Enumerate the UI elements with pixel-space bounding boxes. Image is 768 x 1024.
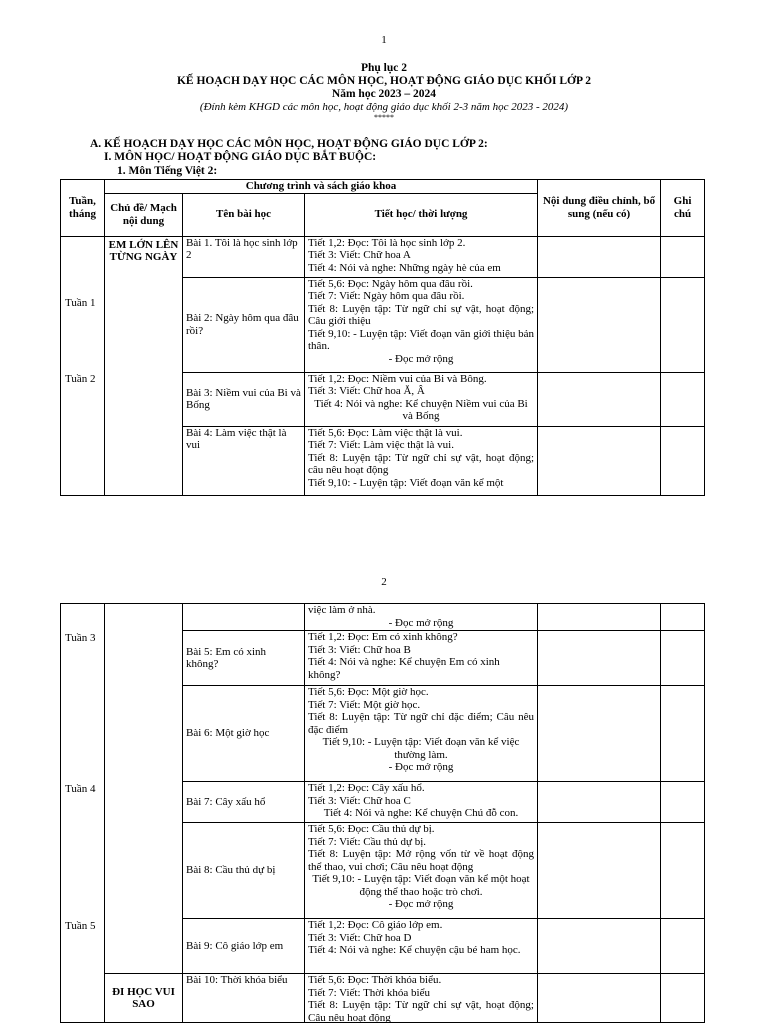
period-cell <box>305 631 538 686</box>
plan-table-page2 <box>60 603 705 1023</box>
period-cell <box>305 823 538 919</box>
lesson-cell: Bài 1. Tôi là học sinh lớp 2 <box>183 236 305 277</box>
period-cell <box>305 782 538 823</box>
adjust-cell <box>538 919 661 974</box>
period-cell <box>305 236 538 277</box>
period-line: Tiết 9,10: - Luyện tập: Viết đoạn văn kể một hoạt động thể thao hoặc trò chơi. <box>312 873 530 898</box>
note-cell <box>661 604 705 631</box>
header-note: Ghi chú <box>661 180 705 237</box>
period-line: Tiết 7: Viết: Thời khóa biểu <box>308 986 430 999</box>
week-cell <box>61 604 105 1023</box>
week-label: Tuần 1 <box>65 296 96 309</box>
table-row <box>61 604 705 631</box>
period-line: Tiết 5,6: Đọc: Làm việc thật là vui. <box>308 426 463 439</box>
period-line: Tiết 8: Luyện tập: Từ ngữ chỉ đặc điểm; Câu nêu đặc điểm <box>308 711 534 736</box>
adjust-cell <box>538 426 661 495</box>
period-line: Tiết 3: Viết: Chữ hoa D <box>308 931 412 944</box>
lesson-cell: Bài 2: Ngày hôm qua đâu rồi? <box>183 277 305 372</box>
note-cell <box>661 686 705 782</box>
adjust-cell <box>538 974 661 1023</box>
period-cell <box>305 686 538 782</box>
header-lesson: Tên bài học <box>183 193 305 236</box>
adjust-cell <box>538 277 661 372</box>
period-line: Tiết 5,6: Đọc: Một giờ học. <box>308 686 429 698</box>
week-label: Tuần 4 <box>65 783 96 795</box>
lesson-cell: Bài 4: Làm việc thật là vui <box>183 426 305 495</box>
period-cell <box>305 372 538 426</box>
lesson-cell: Bài 8: Cầu thủ dự bị <box>183 823 305 919</box>
week-label: Tuần 5 <box>65 920 96 932</box>
period-line: Tiết 8: Luyện tập: Từ ngữ chỉ sự vật, hoạt động; câu nêu hoạt động <box>308 451 535 476</box>
period-line: Tiết 1,2: Đọc: Niềm vui của Bi và Bông. <box>308 372 487 385</box>
note-cell <box>661 372 705 426</box>
page-number-2: 2 <box>381 576 387 588</box>
subject-heading: 1. Môn Tiếng Việt 2: <box>117 165 218 177</box>
lesson-cell: Bài 7: Cây xấu hổ <box>183 782 305 823</box>
lesson-cell: Bài 10: Thời khóa biểu <box>183 974 305 1023</box>
period-line: Tiết 1,2: Đọc: Cô giáo lớp em. <box>308 919 443 931</box>
section-i-heading: I. MÔN HỌC/ HOẠT ĐỘNG GIÁO DỤC BẮT BUỘC: <box>104 151 377 163</box>
header-topic: Chủ đề/ Mạch nội dung <box>105 193 183 236</box>
adjust-cell <box>538 686 661 782</box>
week-cell <box>61 236 105 495</box>
period-line: Tiết 4: Nói và nghe: Những ngày hè của em <box>308 261 501 274</box>
period-line: - Đọc mở rộng <box>388 761 454 773</box>
period-line: Tiết 1,2: Đọc: Cây xấu hổ. <box>308 782 425 794</box>
period-line: Tiết 5,6: Đọc: Ngày hôm qua đâu rồi. <box>308 277 473 290</box>
period-line: Tiết 1,2: Đọc: Em có xinh không? <box>308 631 458 643</box>
period-line: Tiết 1,2: Đọc: Tôi là học sinh lớp 2. <box>308 236 466 249</box>
period-line: Tiết 7: Viết: Một giờ học. <box>308 698 421 711</box>
topic-cell: ĐI HỌC VUI SAO <box>105 974 183 1023</box>
lesson-cell: Bài 3: Niềm vui của Bi và Bống <box>183 372 305 426</box>
period-line: - Đọc mở rộng <box>388 898 454 910</box>
period-cell <box>305 974 538 1023</box>
lesson-cell: Bài 9: Cô giáo lớp em <box>183 919 305 974</box>
period-line: Tiết 3: Viết: Chữ hoa Ă, Â <box>308 385 425 397</box>
period-cell <box>305 277 538 372</box>
period-line: - Đọc mở rộng <box>388 616 454 629</box>
note-cell <box>661 277 705 372</box>
note-cell <box>661 236 705 277</box>
lesson-cell: Bài 5: Em có xinh không? <box>183 631 305 686</box>
lesson-cell <box>183 604 305 631</box>
table-row <box>61 236 705 277</box>
adjust-cell <box>538 372 661 426</box>
period-line: Tiết 4: Nói và nghe: Kể chuyện cậu bé ham học. <box>308 944 521 956</box>
note-cell <box>661 823 705 919</box>
period-cell <box>305 426 538 495</box>
period-line: Tiết 5,6: Đọc: Cầu thủ dự bị. <box>308 823 435 835</box>
period-line: Tiết 7: Viết: Cầu thủ dự bị. <box>308 835 427 848</box>
period-line: Tiết 7: Viết: Làm việc thật là vui. <box>308 439 454 451</box>
period-line: Tiết 9,10: - Luyện tập: Viết đoạn văn kể một <box>308 476 504 489</box>
header-adjust: Nội dung điều chỉnh, bổ sung (nếu có) <box>538 180 661 237</box>
topic-cell <box>105 604 183 974</box>
adjust-cell <box>538 604 661 631</box>
section-a-heading: A. KẾ HOẠCH DẠY HỌC CÁC MÔN HỌC, HOẠT ĐỘNG GIÁO DỤC LỚP 2: <box>90 138 488 150</box>
period-line: Tiết 3: Viết: Chữ hoa B <box>308 643 411 656</box>
note-cell <box>661 426 705 495</box>
header-program: Chương trình và sách giáo khoa <box>105 180 538 194</box>
header-period: Tiết học/ thời lượng <box>305 193 538 236</box>
period-cell <box>305 919 538 974</box>
period-line: Tiết 4: Nói và nghe: Kể chuyện Chú đỗ con. <box>323 807 519 819</box>
period-cell <box>305 604 538 631</box>
note-cell <box>661 782 705 823</box>
stars-divider: ***** <box>374 113 394 122</box>
period-line: - Đọc mở rộng <box>388 352 454 365</box>
period-line: Tiết 3: Viết: Chữ hoa A <box>308 249 411 261</box>
period-line: Tiết 8: Luyện tập: Từ ngữ chỉ sự vật, hoạt động; Câu giới thiệu <box>308 302 535 327</box>
document-title: KẾ HOẠCH DẠY HỌC CÁC MÔN HỌC, HOẠT ĐỘNG GIÁO DỤC KHỐI LỚP 2 <box>176 75 592 87</box>
adjust-cell <box>538 823 661 919</box>
period-line: Tiết 3: Viết: Chữ hoa C <box>308 794 411 807</box>
period-line: Tiết 8: Luyện tập: Từ ngữ chỉ sự vật, hoạt động; Câu nêu hoạt động <box>308 999 534 1022</box>
period-line: Tiết 7: Viết: Ngày hôm qua đâu rồi. <box>308 290 465 302</box>
period-line: Tiết 4: Nói và nghe: Kể chuyện Em có xinh không? <box>308 656 500 681</box>
week-label: Tuần 3 <box>65 632 96 644</box>
table-row <box>61 974 705 1023</box>
adjust-cell <box>538 236 661 277</box>
document-header <box>0 62 768 122</box>
note-cell <box>661 919 705 974</box>
appendix-label: Phụ lục 2 <box>360 62 407 74</box>
school-year: Năm học 2023 – 2024 <box>331 88 437 100</box>
period-line: Tiết 9,10: - Luyện tập: Viết đoạn văn kể việc thường làm. <box>322 736 520 761</box>
adjust-cell <box>538 631 661 686</box>
note-cell <box>661 631 705 686</box>
header-week: Tuần, tháng <box>61 180 105 237</box>
plan-table-page1 <box>60 179 705 496</box>
page-number-1: 1 <box>381 34 387 46</box>
week-label: Tuần 2 <box>65 372 96 385</box>
attachment-note: (Đính kèm KHGD các môn học, hoạt động giáo dục khối 2-3 năm học 2023 - 2024) <box>199 101 569 113</box>
period-line: việc làm ở nhà. <box>308 604 376 616</box>
period-line: Tiết 9,10: - Luyện tập: Viết đoạn văn giới thiệu bản thân. <box>308 327 535 352</box>
period-line: Tiết 4: Nói và nghe: Kể chuyện Niềm vui của Bi và Bống <box>314 397 528 422</box>
period-line: Tiết 5,6: Đọc: Thời khóa biểu. <box>308 974 442 986</box>
adjust-cell <box>538 782 661 823</box>
note-cell <box>661 974 705 1023</box>
period-line: Tiết 8: Luyện tập: Mở rộng vốn từ về hoạt động thể thao, vui chơi; Câu nêu hoạt động <box>308 848 534 873</box>
lesson-cell: Bài 6: Một giờ học <box>183 686 305 782</box>
topic-cell: EM LỚN LÊN TỪNG NGÀY <box>105 236 183 495</box>
